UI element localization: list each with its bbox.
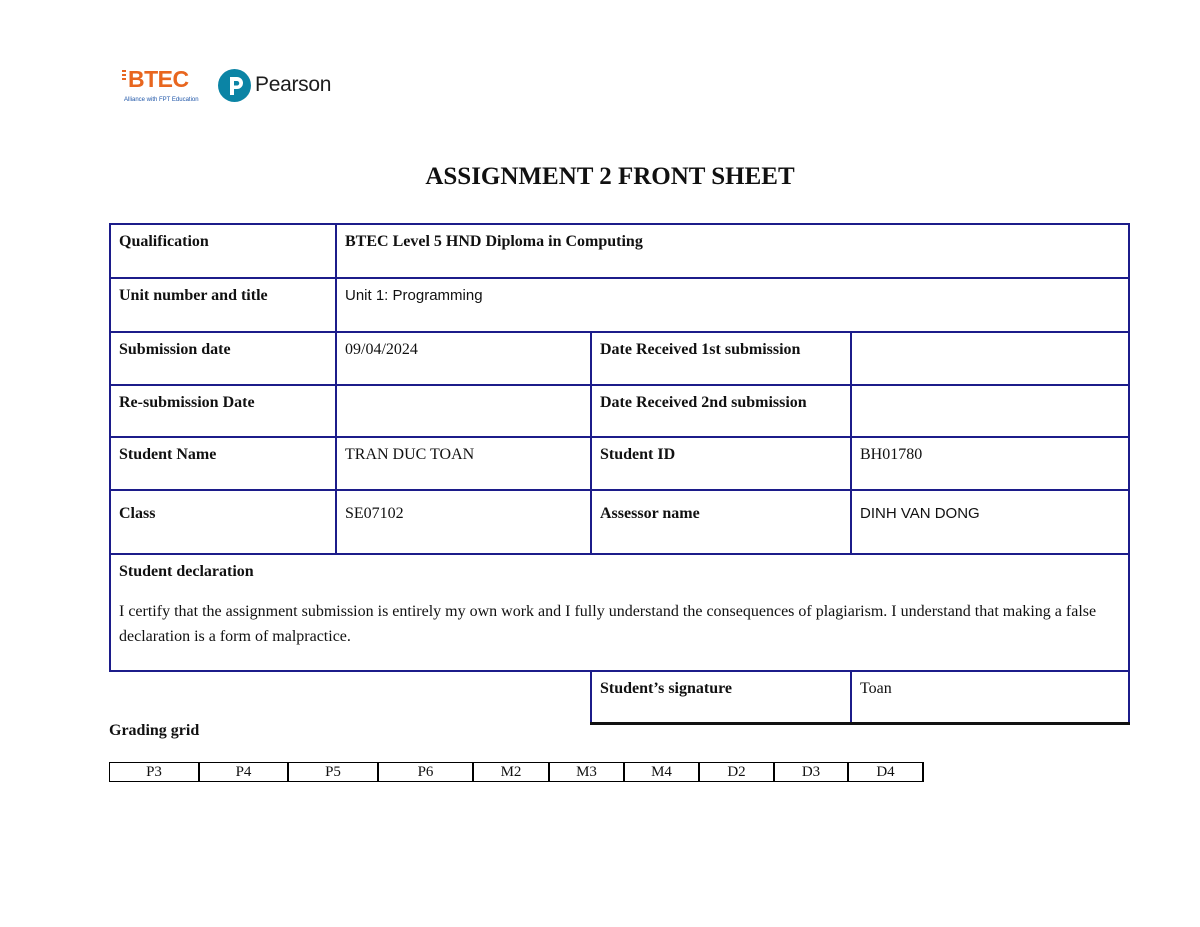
submission-date-label: Submission date	[110, 332, 336, 385]
student-name-label: Student Name	[110, 437, 336, 490]
grade-cell-p3: P3	[110, 763, 200, 782]
front-sheet-table	[109, 223, 1130, 725]
unit-label: Unit number and title	[110, 278, 336, 332]
btec-wordmark: BTEC	[128, 66, 189, 92]
btec-logo	[122, 66, 202, 108]
date-received-2-label: Date Received 2nd submission	[591, 385, 851, 437]
assessor-label: Assessor name	[591, 490, 851, 554]
resubmission-value	[336, 385, 591, 437]
qualification-label: Qualification	[110, 224, 336, 278]
btec-tagline: Alliance with FPT Education	[124, 97, 199, 103]
student-row	[110, 437, 1129, 490]
student-name-value: TRAN DUC TOAN	[336, 437, 591, 490]
declaration-text: I certify that the assignment submission is entirely my own work and I fully understand the consequences of plagiarism. I understand that making a false declaration is a form of malpractice.	[119, 603, 1097, 645]
date-received-1-value	[851, 332, 1129, 385]
assessor-value: DINH VAN DONG	[851, 490, 1129, 554]
unit-row	[110, 278, 1129, 332]
signature-label: Student’s signature	[591, 671, 851, 723]
declaration-row	[110, 554, 1129, 671]
class-label: Class	[110, 490, 336, 554]
grade-cell-d3: D3	[774, 763, 848, 782]
pearson-wordmark: Pearson	[255, 73, 332, 96]
grading-grid	[109, 762, 924, 782]
pearson-logo-icon	[218, 69, 251, 102]
submission-row	[110, 332, 1129, 385]
grade-cell-m2: M2	[473, 763, 549, 782]
student-id-label: Student ID	[591, 437, 851, 490]
declaration-label: Student declaration	[119, 563, 254, 580]
grade-cell-p5: P5	[288, 763, 378, 782]
declaration-cell	[110, 554, 1129, 671]
signature-row	[110, 671, 1129, 723]
submission-date-value: 09/04/2024	[336, 332, 591, 385]
resubmission-label: Re-submission Date	[110, 385, 336, 437]
class-value: SE07102	[336, 490, 591, 554]
qualification-row	[110, 224, 1129, 278]
grading-grid-title: Grading grid	[109, 722, 200, 739]
grade-cell-d2: D2	[699, 763, 774, 782]
signature-value: Toan	[851, 671, 1129, 723]
grade-cell-p6: P6	[378, 763, 473, 782]
date-received-1-label: Date Received 1st submission	[591, 332, 851, 385]
grade-cell-d4: D4	[848, 763, 923, 782]
grade-cell-m4: M4	[624, 763, 699, 782]
grade-cell-m3: M3	[549, 763, 624, 782]
date-received-2-value	[851, 385, 1129, 437]
signature-spacer	[110, 671, 591, 723]
qualification-value: BTEC Level 5 HND Diploma in Computing	[336, 224, 1129, 278]
page-title: ASSIGNMENT 2 FRONT SHEET	[425, 163, 795, 190]
class-row	[110, 490, 1129, 554]
student-id-value: BH01780	[851, 437, 1129, 490]
grade-cell-p4: P4	[199, 763, 288, 782]
unit-value: Unit 1: Programming	[336, 278, 1129, 332]
grading-grid-row	[110, 763, 924, 782]
resubmission-row	[110, 385, 1129, 437]
